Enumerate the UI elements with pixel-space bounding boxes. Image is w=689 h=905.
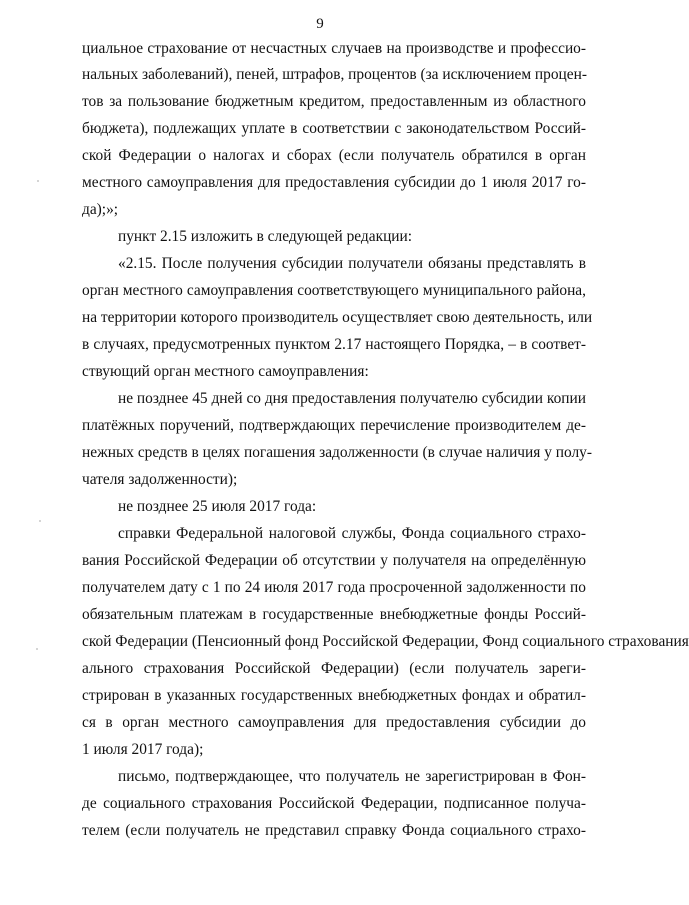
text-line: ствующий орган местного самоуправления: [82,363,369,380]
scan-speck [39,520,41,522]
scan-speck [36,648,38,650]
text-line: на территории которого производитель осуществляет свою деятельность, или [82,309,593,326]
text-line: ального страхования Российской Федерации) (если получатель зареги- [82,660,586,677]
page-number: 9 [316,16,324,32]
text-line: циальное страхование от несчастных случаев на производстве и профессио- [82,40,586,57]
text-line: не позднее 45 дней со дня предоставления получателю субсидии копии [118,390,586,407]
scan-speck [37,180,39,182]
text-line: не позднее 25 июля 2017 года: [118,498,317,515]
text-line: ской Федерации о налогах и сборах (если получатель обратился в орган [82,147,586,164]
text-line: орган местного самоуправления соответствующего муниципального района, [82,282,586,299]
text-line: чателя задолженности); [82,471,238,488]
text-line: пункт 2.15 изложить в следующей редакции: [118,228,413,245]
text-line: обязательным платежам в государственные внебюджетные фонды Россий- [82,606,586,623]
text-line: нальных заболеваний), пеней, штрафов, процентов (за исключением процен- [82,66,587,83]
text-line: де социального страхования Российской Федерации, подписанное получа- [82,795,586,812]
text-line: письмо, подтверждающее, что получатель не зарегистрирован в Фон- [118,768,586,785]
text-line: тов за пользование бюджетным кредитом, предоставленным из областного [82,93,586,110]
text-line: в случаях, предусмотренных пунктом 2.17 настоящего Порядка, – в соответ- [82,336,586,353]
text-line: 1 июля 2017 года); [82,741,204,758]
text-line: стрирован в указанных государственных внебюджетных фондах и обратил- [82,687,586,704]
text-line: «2.15. После получения субсидии получатели обязаны представлять в [118,255,586,272]
text-line: ся в орган местного самоуправления для предоставления субсидии до [82,714,586,731]
text-line: телем (если получатель не представил справку Фонда социального страхо- [82,822,586,839]
text-line: вания Российской Федерации об отсутствии у получателя на определённую [82,552,586,569]
text-line: местного самоуправления для предоставления субсидии до 1 июля 2017 го- [82,174,586,191]
text-line: бюджета), подлежащих уплате в соответствии с законодательством Россий- [82,120,586,137]
text-line: платёжных поручений, подтверждающих перечисление производителем де- [82,417,586,434]
text-line: ской Федерации (Пенсионный фонд Российской Федерации, Фонд социального страхования [82,633,689,650]
text-line: справки Федеральной налоговой службы, Фонда социального страхо- [118,525,586,542]
text-line: получателем дату с 1 по 24 июля 2017 года просроченной задолженности по [82,579,586,596]
text-line: да);»; [82,201,119,218]
text-line: нежных средств в целях погашения задолженности (в случае наличия у полу- [82,444,592,461]
